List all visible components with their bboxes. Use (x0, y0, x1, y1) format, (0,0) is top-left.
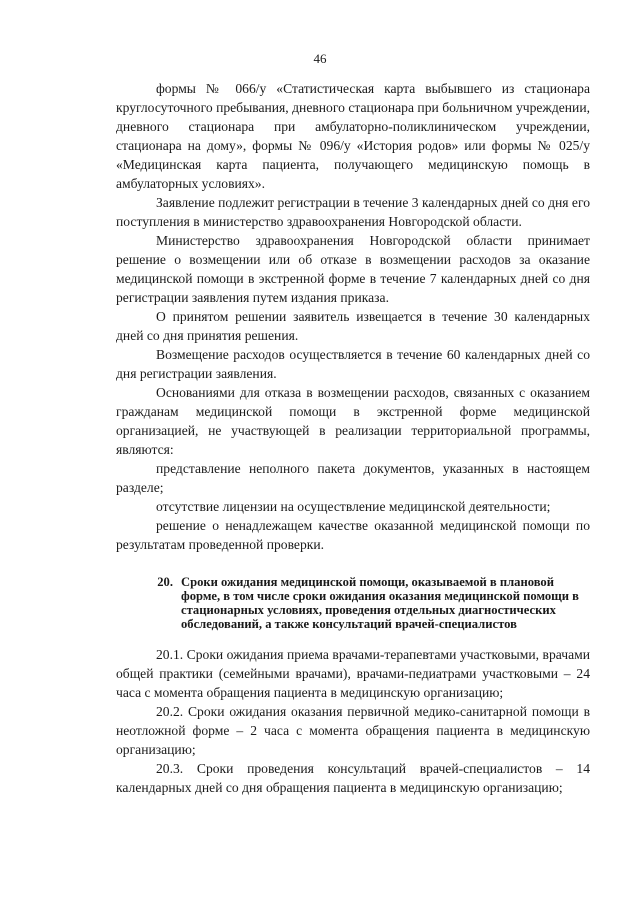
paragraph: Заявление подлежит регистрации в течение 3 календарных дней со дня его поступления в министерство здравоохранения Новгородской области. (116, 195, 590, 229)
section-heading (116, 575, 590, 631)
document-body (116, 79, 590, 797)
section-title: Сроки ожидания медицинской помощи, оказываемой в плановой форме, в том числе сроки ожидания оказания медицинской помощи в стационарных условиях, проведения отдельных диагностических обследований, а также консультаций врачей-специалистов (181, 575, 579, 631)
paragraph: Возмещение расходов осуществляется в течение 60 календарных дней со дня регистрации заявления. (116, 347, 590, 381)
paragraph: Основаниями для отказа в возмещении расходов, связанных с оказанием гражданам медицинской помощи в экстренной форме медицинской организацией, не участвующей в реализации территориальной программы, являются: (116, 385, 590, 457)
paragraph: 20.3. Сроки проведения консультаций врачей-специалистов – 14 календарных дней со дня обращения пациента в медицинскую организацию; (116, 761, 590, 795)
paragraph: отсутствие лицензии на осуществление медицинской деятельности; (156, 499, 551, 514)
section-number: 20. (157, 575, 173, 589)
paragraph: Министерство здравоохранения Новгородской области принимает решение о возмещении или об отказе в возмещении расходов за оказание медицинской помощи в экстренной форме в течение 7 календарных дней со дня регистрации заявления путем издания приказа. (116, 233, 590, 305)
paragraph: 20.1. Сроки ожидания приема врачами-терапевтами участковыми, врачами общей практики (семейными врачами), врачами-педиатрами участковыми – 24 часа с момента обращения пациента в медицинскую организацию; (116, 647, 590, 700)
paragraph: решение о ненадлежащем качестве оказанной медицинской помощи по результатам проведенной проверки. (116, 518, 590, 552)
paragraph: 20.2. Сроки ожидания оказания первичной медико-санитарной помощи в неотложной форме – 2 часа с момента обращения пациента в медицинскую организацию; (116, 704, 590, 757)
paragraph: О принятом решении заявитель извещается в течение 30 календарных дней со дня принятия решения. (116, 309, 590, 343)
paragraph: представление неполного пакета документов, указанных в настоящем разделе; (116, 461, 590, 495)
page-number: 46 (313, 51, 327, 66)
paragraph: формы № 066/у «Статистическая карта выбывшего из стационара круглосуточного пребывания, дневного стационара при больничном учреждении, дневного стационара при амбулаторно-поликлиническом учреждении, стационара на дому», формы № 096/у «История родов» или формы № 025/у «Медицинская карта пациента, получающего медицинскую помощь в амбулаторных условиях». (116, 81, 590, 191)
